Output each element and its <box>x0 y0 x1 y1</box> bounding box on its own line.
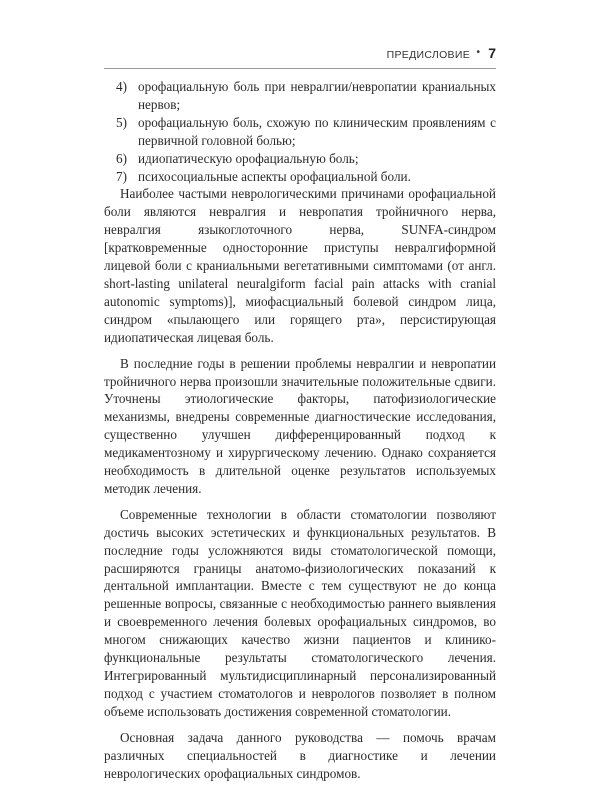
header-rule <box>104 68 496 69</box>
section-title: ПРЕДИСЛОВИЕ <box>386 49 470 61</box>
paragraph-causes: Наиболее частыми неврологическими причинами орофациальной боли являются невралгия и невропатия тройничного нерва, невралгия языкоглоточного нерва, SUNFA-синдром [кратковременные односторонние приступы невралгиформной лицевой боли с краниальными вегетативными симптомами (от англ. short-lasting unilateral neuralgiform facial pain attacks with cranial autonomic symptoms)], миофасциальный болевой синдром лица, синдром «пылающего или горящего рта», персистирующая идиопатическая лицевая боль. <box>104 186 496 345</box>
running-header <box>104 44 496 66</box>
list-item-number: 5) <box>116 114 127 130</box>
list-item-number: 7) <box>116 168 127 184</box>
list-item <box>104 114 496 150</box>
paragraph-technologies: Современные технологии в области стоматологии позволяют достичь высоких эстетических и функциональных результатов. В последние годы усложняются виды стоматологической помощи, расширяются границы анатомо-физиологических показаний к дентальной имплантации. Вместе с тем существуют не до конца решенные вопросы, связанные с необходимостью раннего выявления и своевременного лечения болевых орофациальных синдромов, во многом снижающих качество жизни пациентов и клинико-функциональные результаты стоматологического лечения. Интегрированный мультидисциплинарный персонализированный подход с участием стоматологов и неврологов позволяет в полном объеме использовать достижения современной стоматологии. <box>104 506 496 719</box>
paragraph-progress: В последние годы в решении проблемы невралгии и невропатии тройничного нерва произошли значительные положительные сдвиги. Уточнены этиологические факторы, патофизиологические механизмы, внедрены современные диагностические исследования, существенно улучшен дифференцированный подход к медикаментозному и хирургическому лечению. Однако сохраняется необходимость в длительной оценке результатов используемых методик лечения. <box>104 355 496 496</box>
list-item-text: орофациальную боль при невралгии/невропатии краниальных нервов; <box>138 79 496 112</box>
list-item <box>104 168 496 186</box>
header-bullet: • <box>476 47 480 58</box>
list-item-number: 6) <box>116 150 127 166</box>
list-item-text: психосоциальные аспекты орофациальной боли. <box>138 168 411 184</box>
page-number: 7 <box>488 45 496 61</box>
list-item-text: идиопатическую орофациальную боль; <box>138 150 359 166</box>
list-item-number: 4) <box>116 79 127 94</box>
list-item <box>104 78 496 114</box>
paragraph-goal: Основная задача данного руководства — помочь врачам различных специальностей в диагностике и лечении неврологических орофациальных синдромов. <box>104 729 496 781</box>
body-text <box>104 78 496 790</box>
list-item <box>104 150 496 168</box>
numbered-list <box>104 78 496 185</box>
list-item-text: орофациальную боль, схожую по клиническим проявлениям с первичной головной болью; <box>138 114 496 148</box>
